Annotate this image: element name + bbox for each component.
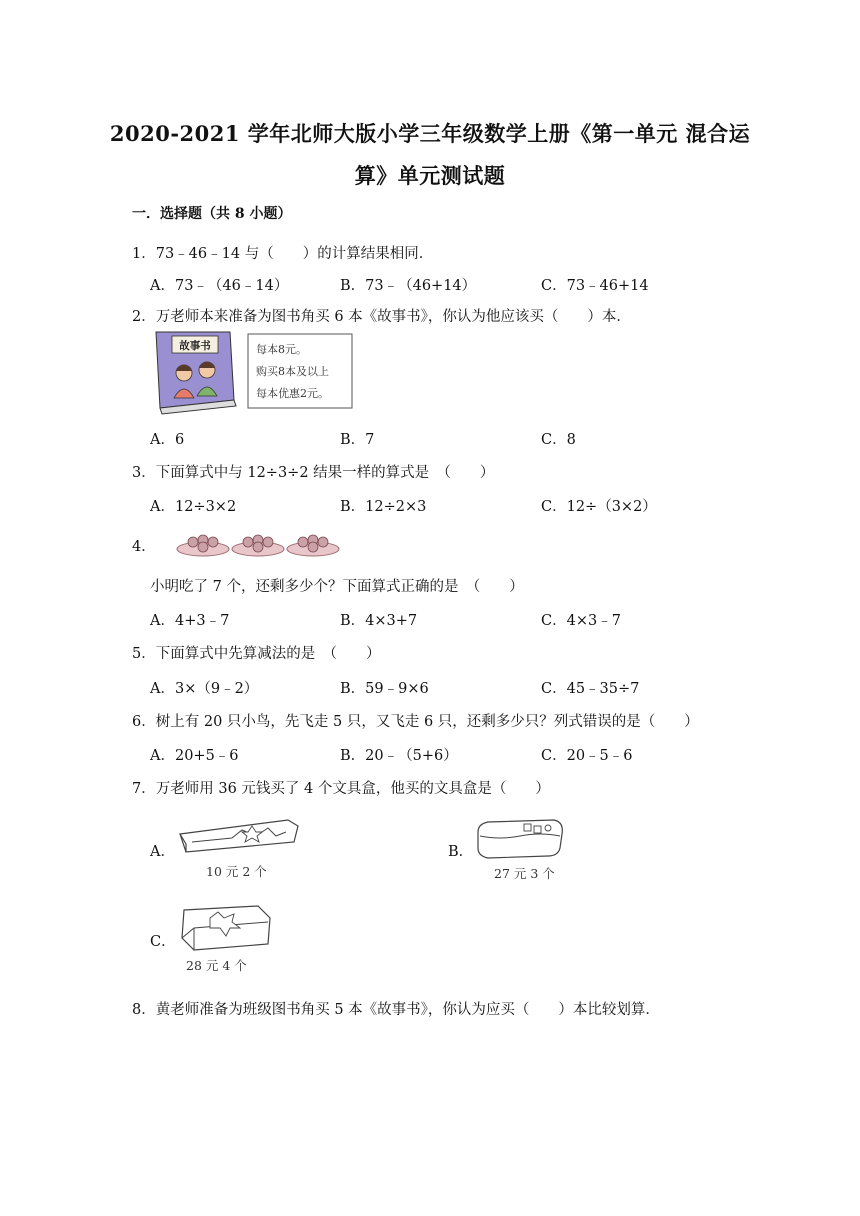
- pencil-case-c-image[interactable]: [174, 902, 278, 976]
- q5-option-a[interactable]: A．3×（9﹣2）: [150, 681, 259, 697]
- question-8: [132, 998, 660, 1019]
- question-stem: 树上有 20 只小鸟，先飞走 5 只，又飞走 6 只，还剩多少只？列式错误的是（ ）: [155, 714, 699, 730]
- price-caption-a: 10 元 2 个: [206, 864, 267, 879]
- q2-option-b[interactable]: B．7: [340, 432, 375, 448]
- q5-option-c[interactable]: C．45﹣35÷7: [541, 681, 640, 697]
- question-2: [132, 305, 631, 326]
- question-5: [132, 642, 380, 663]
- pencil-case-b-image[interactable]: [470, 814, 570, 886]
- q2-option-a[interactable]: A．6: [150, 432, 185, 448]
- plate-2: [232, 535, 284, 556]
- plates-of-fruit-image: [176, 529, 342, 559]
- question-7: [132, 777, 550, 798]
- q1-option-c[interactable]: C．73﹣46+14: [541, 278, 649, 294]
- storybook-illustration: [156, 332, 236, 414]
- q1-option-a[interactable]: A．73﹣（46﹣14）: [150, 278, 289, 294]
- q6-option-c[interactable]: C．20﹣5﹣6: [541, 748, 633, 764]
- price-note-line-1: 每本8元。: [256, 343, 307, 356]
- question-stem: 73﹣46﹣14 与（ ）的计算结果相同．: [155, 246, 434, 262]
- question-number: 3．: [132, 465, 156, 481]
- book-cover-title: 故事书: [179, 340, 211, 352]
- q4-option-a[interactable]: A．4+3﹣7: [150, 613, 230, 629]
- question-3: [132, 461, 494, 482]
- q7-option-c-letter[interactable]: C．: [150, 934, 176, 950]
- q7-option-b-letter[interactable]: B．: [448, 844, 474, 860]
- q7-option-a-letter[interactable]: A．: [150, 844, 175, 860]
- question-number: 7．: [132, 781, 156, 797]
- question-6: [132, 710, 699, 731]
- plate-3: [287, 535, 339, 556]
- question-4-number: 4．: [132, 539, 156, 555]
- question-number: 6．: [132, 714, 156, 730]
- q1-option-b[interactable]: B．73﹣（46+14）: [340, 278, 477, 294]
- question-number: 8．: [132, 1002, 156, 1018]
- question-number: 5．: [132, 646, 156, 662]
- question-number: 2．: [132, 309, 156, 325]
- q2-option-c[interactable]: C．8: [541, 432, 576, 448]
- q4-option-c[interactable]: C．4×3﹣7: [541, 613, 621, 629]
- q3-option-a[interactable]: A．12÷3×2: [150, 499, 237, 515]
- q6-option-a[interactable]: A．20+5﹣6: [150, 748, 239, 764]
- price-note-line-2: 购买8本及以上: [256, 365, 329, 378]
- exam-title-line-2: 算》单元测试题: [354, 163, 506, 188]
- question-1: [132, 242, 433, 263]
- pencil-case-a-image[interactable]: [172, 812, 304, 884]
- question-stem: 黄老师准备为班级图书角买 5 本《故事书》，你认为应买（ ）本比较划算．: [155, 1002, 660, 1018]
- price-caption-b: 27 元 3 个: [494, 866, 555, 881]
- q3-option-b[interactable]: B．12÷2×3: [340, 499, 427, 515]
- question-stem: 下面算式中与 12÷3÷2 结果一样的算式是 （ ）: [155, 465, 495, 481]
- q4-option-b[interactable]: B．4×3+7: [340, 613, 418, 629]
- question-stem: 下面算式中先算减法的是 （ ）: [155, 646, 381, 662]
- price-note: [248, 334, 352, 408]
- question-number: 1．: [132, 246, 156, 262]
- price-caption-c: 28 元 4 个: [186, 958, 247, 973]
- plate-1: [177, 535, 229, 556]
- q6-option-b[interactable]: B．20﹣（5+6）: [340, 748, 458, 764]
- price-note-line-3: 每本优惠2元。: [256, 387, 329, 400]
- storybook-price-image: [150, 328, 360, 418]
- q3-option-c[interactable]: C．12÷（3×2）: [541, 499, 657, 515]
- question-stem: 万老师本来准备为图书角买 6 本《故事书》，你认为他应该买（ ）本．: [155, 309, 631, 325]
- section-heading: 一．选择题（共 8 小题）: [132, 206, 292, 222]
- exam-title-line-1: 2020-2021 学年北师大版小学三年级数学上册《第一单元 混合运: [109, 121, 751, 146]
- q5-option-b[interactable]: B．59﹣9×6: [340, 681, 429, 697]
- question-stem: 万老师用 36 元钱买了 4 个文具盒，他买的文具盒是（ ）: [155, 781, 550, 797]
- question-4-stem: 小明吃了 7 个，还剩多少个？下面算式正确的是 （ ）: [150, 579, 524, 595]
